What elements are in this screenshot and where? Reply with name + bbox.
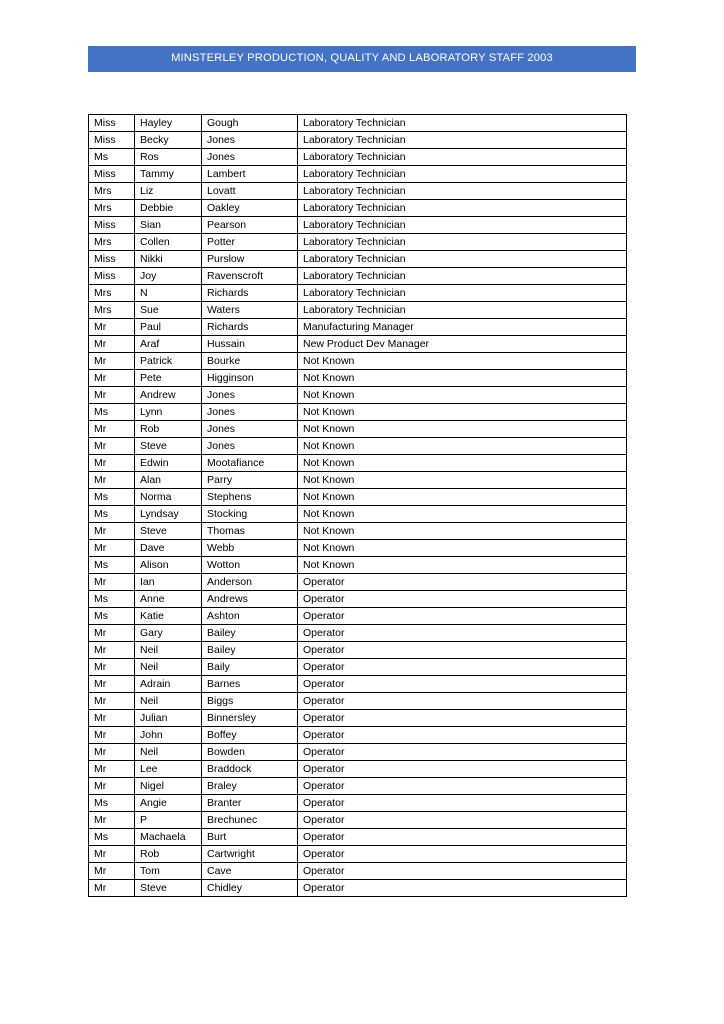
cell-first-name: Lee	[135, 761, 202, 778]
cell-title: Mr	[89, 574, 135, 591]
cell-first-name: Liz	[135, 183, 202, 200]
cell-surname: Jones	[202, 421, 298, 438]
cell-title: Ms	[89, 795, 135, 812]
cell-surname: Potter	[202, 234, 298, 251]
cell-title: Ms	[89, 829, 135, 846]
table-row	[89, 812, 627, 829]
cell-title: Mr	[89, 778, 135, 795]
table-row	[89, 183, 627, 200]
cell-surname: Lovatt	[202, 183, 298, 200]
cell-title: Mr	[89, 676, 135, 693]
cell-first-name: Ian	[135, 574, 202, 591]
cell-role: Laboratory Technician	[298, 268, 627, 285]
cell-surname: Jones	[202, 149, 298, 166]
cell-title: Miss	[89, 166, 135, 183]
cell-role: Laboratory Technician	[298, 217, 627, 234]
cell-surname: Boffey	[202, 727, 298, 744]
table-row	[89, 693, 627, 710]
table-row	[89, 795, 627, 812]
cell-role: Not Known	[298, 421, 627, 438]
table-row	[89, 353, 627, 370]
table-row	[89, 251, 627, 268]
cell-title: Mrs	[89, 285, 135, 302]
cell-first-name: Anne	[135, 591, 202, 608]
cell-surname: Branter	[202, 795, 298, 812]
cell-role: Operator	[298, 727, 627, 744]
cell-first-name: Nigel	[135, 778, 202, 795]
cell-first-name: Julian	[135, 710, 202, 727]
cell-title: Mrs	[89, 200, 135, 217]
cell-role: Not Known	[298, 370, 627, 387]
table-row	[89, 761, 627, 778]
cell-first-name: Paul	[135, 319, 202, 336]
cell-surname: Jones	[202, 438, 298, 455]
cell-first-name: Angie	[135, 795, 202, 812]
table-row	[89, 506, 627, 523]
cell-first-name: Tom	[135, 863, 202, 880]
table-row	[89, 217, 627, 234]
table-row	[89, 336, 627, 353]
cell-surname: Gough	[202, 115, 298, 132]
table-row	[89, 778, 627, 795]
table-row	[89, 285, 627, 302]
cell-role: Operator	[298, 846, 627, 863]
table-row	[89, 319, 627, 336]
cell-first-name: Dave	[135, 540, 202, 557]
cell-surname: Higginson	[202, 370, 298, 387]
cell-role: Laboratory Technician	[298, 285, 627, 302]
cell-role: Not Known	[298, 472, 627, 489]
cell-surname: Cartwright	[202, 846, 298, 863]
table-row	[89, 676, 627, 693]
table-row	[89, 540, 627, 557]
cell-role: Operator	[298, 591, 627, 608]
cell-title: Miss	[89, 217, 135, 234]
cell-role: Operator	[298, 676, 627, 693]
cell-surname: Bowden	[202, 744, 298, 761]
cell-role: Not Known	[298, 455, 627, 472]
cell-title: Mr	[89, 761, 135, 778]
cell-first-name: Adrain	[135, 676, 202, 693]
cell-role: Manufacturing Manager	[298, 319, 627, 336]
cell-title: Mr	[89, 693, 135, 710]
cell-title: Miss	[89, 251, 135, 268]
cell-surname: Burt	[202, 829, 298, 846]
cell-surname: Cave	[202, 863, 298, 880]
cell-role: Operator	[298, 710, 627, 727]
cell-title: Mr	[89, 455, 135, 472]
cell-title: Ms	[89, 557, 135, 574]
cell-first-name: Alison	[135, 557, 202, 574]
cell-surname: Oakley	[202, 200, 298, 217]
table-row	[89, 574, 627, 591]
cell-title: Mr	[89, 438, 135, 455]
cell-surname: Ravenscroft	[202, 268, 298, 285]
cell-surname: Jones	[202, 387, 298, 404]
cell-title: Mr	[89, 812, 135, 829]
cell-surname: Biggs	[202, 693, 298, 710]
cell-first-name: P	[135, 812, 202, 829]
cell-role: Not Known	[298, 523, 627, 540]
cell-title: Mr	[89, 710, 135, 727]
cell-surname: Richards	[202, 285, 298, 302]
cell-first-name: John	[135, 727, 202, 744]
cell-first-name: Nikki	[135, 251, 202, 268]
cell-first-name: Debbie	[135, 200, 202, 217]
cell-role: Laboratory Technician	[298, 132, 627, 149]
cell-role: Operator	[298, 744, 627, 761]
staff-table-body	[89, 115, 627, 897]
cell-surname: Mootafiance	[202, 455, 298, 472]
cell-surname: Anderson	[202, 574, 298, 591]
cell-first-name: Becky	[135, 132, 202, 149]
cell-title: Mr	[89, 659, 135, 676]
cell-title: Mr	[89, 523, 135, 540]
cell-role: Operator	[298, 812, 627, 829]
cell-role: Laboratory Technician	[298, 200, 627, 217]
table-row	[89, 132, 627, 149]
cell-title: Mr	[89, 846, 135, 863]
cell-role: Not Known	[298, 387, 627, 404]
table-row	[89, 472, 627, 489]
cell-role: Operator	[298, 863, 627, 880]
cell-title: Mr	[89, 319, 135, 336]
cell-title: Ms	[89, 506, 135, 523]
cell-role: Laboratory Technician	[298, 234, 627, 251]
cell-role: Operator	[298, 574, 627, 591]
cell-first-name: Andrew	[135, 387, 202, 404]
staff-table	[88, 114, 627, 897]
table-row	[89, 625, 627, 642]
cell-surname: Waters	[202, 302, 298, 319]
cell-surname: Braddock	[202, 761, 298, 778]
cell-title: Mrs	[89, 183, 135, 200]
cell-surname: Andrews	[202, 591, 298, 608]
cell-title: Mr	[89, 863, 135, 880]
cell-role: Laboratory Technician	[298, 302, 627, 319]
cell-title: Miss	[89, 132, 135, 149]
cell-first-name: Alan	[135, 472, 202, 489]
cell-title: Miss	[89, 115, 135, 132]
cell-first-name: Pete	[135, 370, 202, 387]
cell-role: Not Known	[298, 353, 627, 370]
cell-role: Operator	[298, 608, 627, 625]
cell-title: Miss	[89, 268, 135, 285]
cell-first-name: Tammy	[135, 166, 202, 183]
cell-surname: Parry	[202, 472, 298, 489]
staff-table-container	[88, 114, 626, 897]
cell-first-name: Neil	[135, 659, 202, 676]
cell-role: Laboratory Technician	[298, 183, 627, 200]
cell-surname: Ashton	[202, 608, 298, 625]
cell-surname: Bailey	[202, 642, 298, 659]
cell-role: Not Known	[298, 540, 627, 557]
cell-role: Laboratory Technician	[298, 251, 627, 268]
table-row	[89, 421, 627, 438]
cell-title: Mrs	[89, 234, 135, 251]
cell-title: Ms	[89, 489, 135, 506]
table-row	[89, 744, 627, 761]
cell-first-name: Neil	[135, 693, 202, 710]
cell-title: Mr	[89, 642, 135, 659]
cell-surname: Jones	[202, 404, 298, 421]
table-row	[89, 387, 627, 404]
cell-role: Not Known	[298, 438, 627, 455]
cell-surname: Jones	[202, 132, 298, 149]
cell-first-name: Lyndsay	[135, 506, 202, 523]
cell-title: Mr	[89, 336, 135, 353]
cell-surname: Webb	[202, 540, 298, 557]
table-row	[89, 557, 627, 574]
cell-surname: Brechunec	[202, 812, 298, 829]
table-row	[89, 489, 627, 506]
table-row	[89, 727, 627, 744]
cell-surname: Stocking	[202, 506, 298, 523]
cell-surname: Barnes	[202, 676, 298, 693]
table-row	[89, 829, 627, 846]
cell-role: Operator	[298, 625, 627, 642]
cell-role: Laboratory Technician	[298, 166, 627, 183]
cell-title: Mr	[89, 625, 135, 642]
table-row	[89, 200, 627, 217]
cell-title: Mr	[89, 421, 135, 438]
cell-title: Mr	[89, 744, 135, 761]
table-row	[89, 166, 627, 183]
cell-role: Operator	[298, 829, 627, 846]
cell-first-name: Rob	[135, 421, 202, 438]
table-row	[89, 523, 627, 540]
page-title: MINSTERLEY PRODUCTION, QUALITY AND LABORATORY STAFF 2003	[171, 52, 553, 65]
table-row	[89, 608, 627, 625]
cell-first-name: Machaela	[135, 829, 202, 846]
cell-first-name: Joy	[135, 268, 202, 285]
cell-role: Operator	[298, 659, 627, 676]
cell-surname: Braley	[202, 778, 298, 795]
cell-surname: Bourke	[202, 353, 298, 370]
table-row	[89, 659, 627, 676]
cell-role: Operator	[298, 880, 627, 897]
cell-title: Mr	[89, 472, 135, 489]
cell-title: Mrs	[89, 302, 135, 319]
cell-surname: Hussain	[202, 336, 298, 353]
cell-surname: Wotton	[202, 557, 298, 574]
cell-role: Operator	[298, 642, 627, 659]
cell-first-name: Lynn	[135, 404, 202, 421]
table-row	[89, 404, 627, 421]
table-row	[89, 115, 627, 132]
cell-role: Not Known	[298, 404, 627, 421]
cell-role: New Product Dev Manager	[298, 336, 627, 353]
table-row	[89, 302, 627, 319]
cell-surname: Purslow	[202, 251, 298, 268]
cell-first-name: Norma	[135, 489, 202, 506]
cell-first-name: Collen	[135, 234, 202, 251]
cell-title: Ms	[89, 404, 135, 421]
cell-role: Operator	[298, 761, 627, 778]
cell-title: Ms	[89, 608, 135, 625]
title-banner	[88, 46, 636, 72]
cell-role: Not Known	[298, 506, 627, 523]
table-row	[89, 438, 627, 455]
cell-role: Laboratory Technician	[298, 149, 627, 166]
table-row	[89, 455, 627, 472]
cell-title: Mr	[89, 727, 135, 744]
table-row	[89, 370, 627, 387]
cell-role: Operator	[298, 778, 627, 795]
cell-first-name: Edwin	[135, 455, 202, 472]
cell-title: Ms	[89, 149, 135, 166]
table-row	[89, 880, 627, 897]
cell-first-name: Gary	[135, 625, 202, 642]
cell-first-name: Katie	[135, 608, 202, 625]
cell-surname: Pearson	[202, 217, 298, 234]
table-row	[89, 642, 627, 659]
table-row	[89, 234, 627, 251]
cell-surname: Stephens	[202, 489, 298, 506]
cell-role: Operator	[298, 693, 627, 710]
cell-surname: Lambert	[202, 166, 298, 183]
cell-surname: Bailey	[202, 625, 298, 642]
table-row	[89, 846, 627, 863]
cell-first-name: Steve	[135, 523, 202, 540]
cell-surname: Binnersley	[202, 710, 298, 727]
table-row	[89, 268, 627, 285]
cell-title: Mr	[89, 387, 135, 404]
cell-first-name: Neil	[135, 642, 202, 659]
cell-role: Operator	[298, 795, 627, 812]
cell-first-name: Araf	[135, 336, 202, 353]
cell-title: Mr	[89, 370, 135, 387]
cell-title: Mr	[89, 540, 135, 557]
cell-first-name: Patrick	[135, 353, 202, 370]
table-row	[89, 863, 627, 880]
cell-first-name: Neil	[135, 744, 202, 761]
cell-first-name: Sue	[135, 302, 202, 319]
cell-title: Mr	[89, 353, 135, 370]
cell-role: Not Known	[298, 489, 627, 506]
cell-first-name: Rob	[135, 846, 202, 863]
cell-surname: Chidley	[202, 880, 298, 897]
cell-first-name: Hayley	[135, 115, 202, 132]
cell-role: Laboratory Technician	[298, 115, 627, 132]
cell-surname: Richards	[202, 319, 298, 336]
table-row	[89, 591, 627, 608]
cell-first-name: N	[135, 285, 202, 302]
table-row	[89, 149, 627, 166]
cell-first-name: Steve	[135, 880, 202, 897]
cell-role: Not Known	[298, 557, 627, 574]
cell-surname: Baily	[202, 659, 298, 676]
cell-first-name: Steve	[135, 438, 202, 455]
cell-title: Ms	[89, 591, 135, 608]
cell-surname: Thomas	[202, 523, 298, 540]
cell-title: Mr	[89, 880, 135, 897]
cell-first-name: Ros	[135, 149, 202, 166]
cell-first-name: Sian	[135, 217, 202, 234]
table-row	[89, 710, 627, 727]
